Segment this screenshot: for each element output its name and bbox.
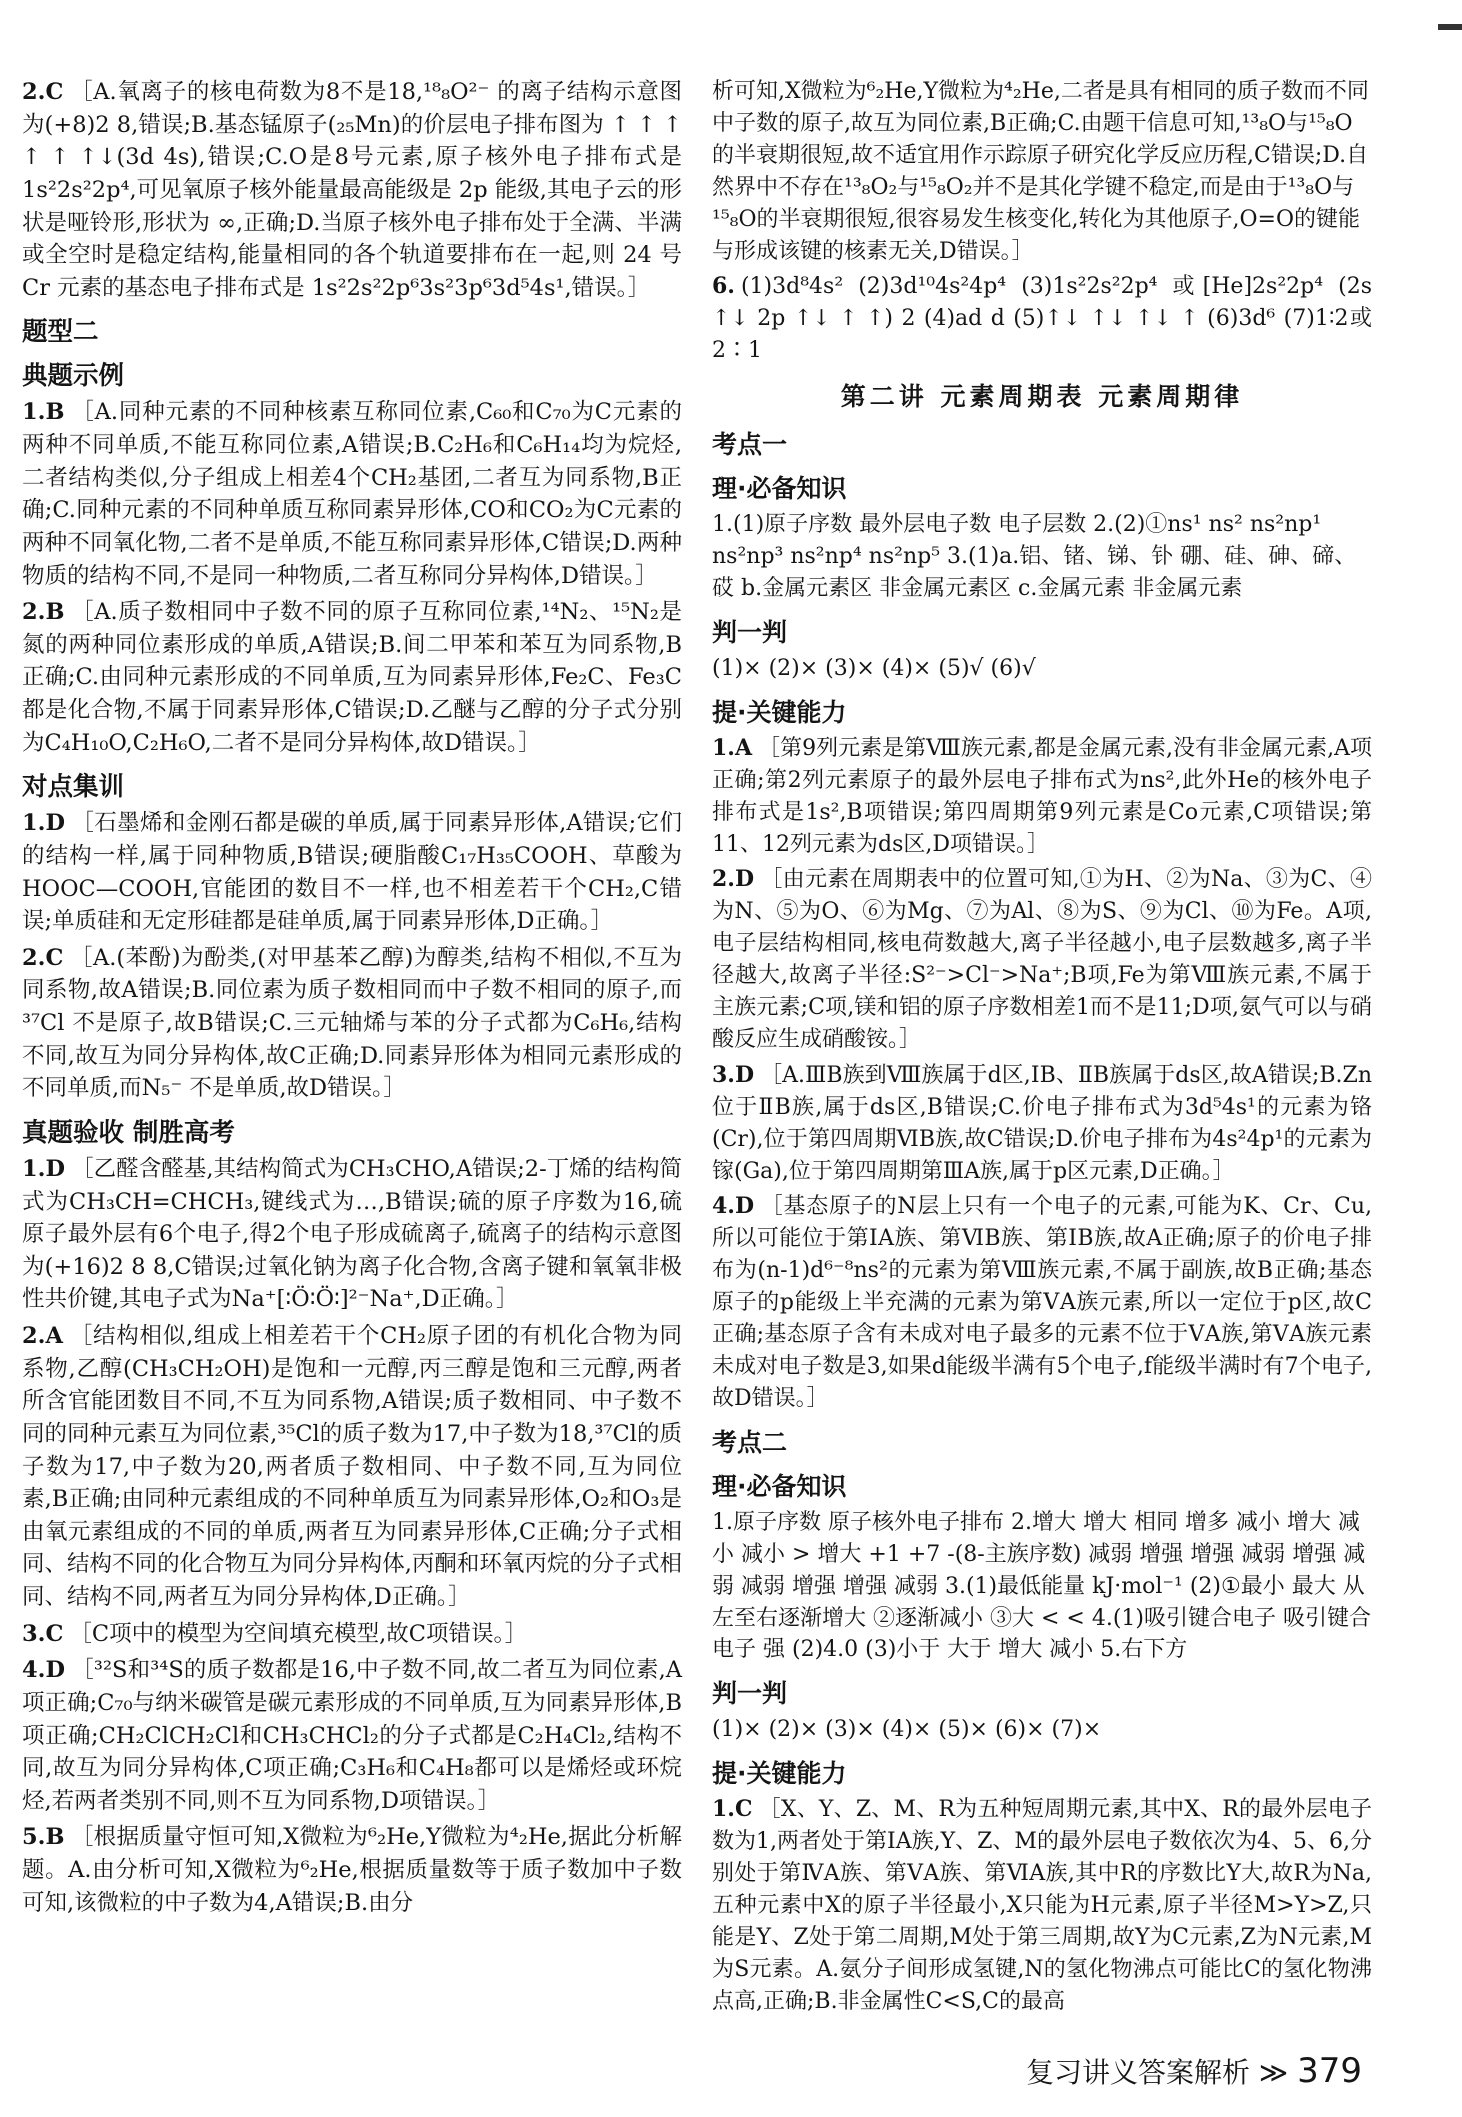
answer-explanation: ［基态原子的N层上只有一个电子的元素,可能为K、Cr、Cu,所以可能位于第ⅠA族、第ⅥB族、第ⅠB族,故A正确;原子的价电子排布为(n-1)d⁶⁻⁸ns²的元素为第Ⅷ族元素,不属于副族,故B正确;基态原子的p能级上半充满的元素为第ⅤA族元素,所以一定位于p区,故C正确;基态原子含有未成对电子最多的元素不位于ⅤA族,第ⅤA族元素未成对电子数是3,如果d能级半满有5个电子,f能级半满时有7个电子,故D错误。］ bbox=[712, 1194, 1372, 1411]
answer-number: 2.D bbox=[712, 866, 755, 893]
answer-number: 1.D bbox=[22, 1155, 66, 1182]
answer-number: 3.D bbox=[712, 1061, 755, 1088]
page-number: 379 bbox=[1297, 2051, 1362, 2091]
answer-item bbox=[712, 1191, 1372, 1414]
answer-number: 4.D bbox=[712, 1193, 755, 1220]
section-heading: 对点集训 bbox=[22, 772, 125, 803]
answer-explanation: ［C项中的模型为空间填充模型,故C项错误。］ bbox=[69, 1620, 528, 1647]
section-heading: 理·必备知识 bbox=[712, 1471, 847, 1501]
text-paragraph: 析可知,X微粒为⁶₂He,Y微粒为⁴₂He,二者是具有相同的质子数而不同中子数的原子,故互为同位素,B正确;C.由题干信息可知,¹³₈O与¹⁵₈O的半衰期很短,故不适宜用作示踪原子研究化学反应历程,C错误;D.自然界中不存在¹³₈O₂与¹⁵₈O₂并不是其化学键不稳定,而是由于¹³₈O与¹⁵₈O的半衰期很短,很容易发生核变化,转化为其他原子,O=O的键能与形成该键的核素无关,D错误。］ bbox=[712, 79, 1369, 264]
page-footer bbox=[1026, 2051, 1362, 2091]
answer-explanation: ［石墨烯和金刚石都是碳的单质,属于同素异形体,A错误;它们的结构一样,属于同种物质,B错误;硬脂酸C₁₇H₃₅COOH、草酸为HOOC—COOH,官能团的数目不一样,也不相差若干个CH₂,C错误;单质硅和无定形硅都是硅单质,属于同素异形体,D正确。］ bbox=[22, 810, 682, 935]
answer-item bbox=[22, 1153, 682, 1316]
answer-explanation: ［³²S和³⁴S的质子数都是16,中子数不同,故二者互为同位素,A项正确;C₇₀与纳米碳管是碳元素形成的不同单质,互为同素异形体,B项正确;CH₂ClCH₂Cl和CH₃CHCl₂的分子式都是C₂H₄Cl₂,结构不同,故互为同分异构体,C项正确;C₃H₆和C₄H₈都可以是烯烃或环烷烃,若两者类别不同,则不互为同系物,D项错误。］ bbox=[22, 1657, 682, 1814]
answer-number: 1.C bbox=[712, 1796, 753, 1823]
answer-number: 1.D bbox=[22, 810, 66, 837]
answer-explanation: ［X、Y、Z、M、R为五种短周期元素,其中X、R的最外层电子数为1,两者处于第ⅠA族,Y、Z、M的最外层电子数依次为4、5、6,分别处于第ⅣA族、第ⅤA族、第ⅥA族,其中R的序数比Y大,故R为Na,五种元素中X的原子半径最小,X只能为H元素,原子半径M>Y>Z,只能是Y、Z处于第二周期,M处于第三周期,故Y为C元素,Z为N元素,M为S元素。A.氨分子间形成氢键,N的氢化物沸点可能比C的氢化物沸点高,正确;B.非金属性C<S,C的最高 bbox=[712, 1797, 1372, 2014]
section-heading: 典题示例 bbox=[22, 361, 125, 392]
right-column bbox=[712, 76, 1372, 2022]
answer-item bbox=[22, 1618, 682, 1651]
answer-item bbox=[22, 596, 682, 759]
answer-item bbox=[22, 396, 682, 592]
section-heading: 题型二 bbox=[22, 317, 99, 348]
corner-mark bbox=[1438, 24, 1462, 30]
answer-number: 2.C bbox=[22, 944, 64, 971]
section-heading: 提·关键能力 bbox=[712, 1759, 847, 1789]
answer-number: 3.C bbox=[22, 1620, 64, 1647]
answer-item bbox=[22, 1821, 682, 1919]
answer-explanation: ［结构相似,组成上相差若干个CH₂原子团的有机化合物为同系物,乙醇(CH₃CH₂OH)是饱和一元醇,丙三醇是饱和三元醇,两者所含官能团数目不同,不互为同系物,A错误;质子数相同、中子数不同的同种元素互为同位素,³⁵Cl的质子数为17,中子数为18,³⁷Cl的质子数为17,中子数为20,两者质子数相同、中子数不同,互为同位素,B正确;由同种元素组成的不同种单质互为同素异形体,O₂和O₃是由氧元素组成的不同的单质,两者互为同素异形体,C正确;分子式相同、结构不同的化合物互为同分异构体,丙酮和环氧丙烷的分子式相同、结构不同,两者互为同分异构体,D正确。］ bbox=[22, 1323, 682, 1610]
section-heading: 考点二 bbox=[712, 1427, 788, 1457]
answer-item bbox=[22, 76, 682, 304]
answer-explanation: ［A.ⅢB族到Ⅷ族属于d区,ⅠB、ⅡB族属于ds区,故A错误;B.Zn位于ⅡB族,属于ds区,B错误;C.价电子排布式为3d⁵4s¹的元素为铬(Cr),位于第四周期ⅥB族,故C错误;D.价电子排布为4s²4p¹的元素为镓(Ga),位于第四周期第ⅢA族,属于p区元素,D正确。］ bbox=[712, 1062, 1372, 1184]
answer-number: 4.D bbox=[22, 1657, 66, 1684]
section-title: 第二讲 元素周期表 元素周期律 bbox=[840, 382, 1244, 412]
answer-number: 5.B bbox=[22, 1824, 65, 1851]
text-paragraph: 1.原子序数 原子核外电子排布 2.增大 增大 相同 增多 减小 增大 减小 减小 > 增大 +1 +7 -(8-主族序数) 减弱 增强 增强 减弱 增强 减弱 减弱 增强 增强 减弱 3.(1)最低能量 kJ·mol⁻¹ (2)①最小 最大 从左至右逐渐增大 ②逐渐减小 ③大 < < 4.(1)吸引键合电子 吸引键合电子 强 (2)4.0 (3)小于 大于 增大 减小 5.右下方 bbox=[712, 1509, 1371, 1663]
footer-label: 复习讲义答案解析 ≫ bbox=[1025, 2056, 1289, 2089]
answer-item bbox=[712, 1794, 1372, 2017]
section-heading: 判一判 bbox=[712, 1679, 788, 1709]
answer-item bbox=[712, 271, 1372, 367]
answer-explanation: ［第9列元素是第Ⅷ族元素,都是金属元素,没有非金属元素,A项正确;第2列元素原子的最外层电子排布式为ns²,此外He的核外电子排布式是1s²,B项错误;第四周期第9列元素是Co元素,C项错误;第11、12列元素为ds区,D项错误。］ bbox=[712, 735, 1372, 857]
answer-item bbox=[22, 1320, 682, 1614]
section-heading: 真题验收 制胜高考 bbox=[22, 1117, 235, 1148]
answer-number: 2.C bbox=[22, 79, 64, 105]
section-heading: 提·关键能力 bbox=[712, 697, 847, 727]
text-paragraph: (1)× (2)× (3)× (4)× (5)× (6)× (7)× bbox=[712, 1717, 1102, 1743]
answer-explanation: ［根据质量守恒可知,X微粒为⁶₂He,Y微粒为⁴₂He,据此分析解题。A.由分析可知,X微粒为⁶₂He,根据质量数等于质子数加中子数可知,该微粒的中子数为4,A错误;B.由分 bbox=[22, 1824, 682, 1916]
answer-item bbox=[22, 942, 682, 1105]
section-heading: 理·必备知识 bbox=[712, 474, 847, 504]
answer-explanation: ［A.质子数相同中子数不同的原子互称同位素,¹⁴N₂、¹⁵N₂是氮的两种同位素形成的单质,A错误;B.间二甲苯和苯互为同系物,B正确;C.由同种元素形成的不同单质,互为同素异形体,Fe₂C、Fe₃C都是化合物,不属于同素异形体,C错误;D.乙醚与乙醇的分子式分别为C₄H₁₀O,C₂H₆O,二者不是同分异构体,故D错误。］ bbox=[22, 599, 682, 756]
text-paragraph: 1.(1)原子序数 最外层电子数 电子层数 2.(2)①ns¹ ns² ns²np¹ ns²np³ ns²np⁴ ns²np⁵ 3.(1)a.铝、锗、锑、钋 硼、硅、砷、碲、砹 b.金属元素区 非金属元素区 c.金属元素 非金属元素 bbox=[712, 512, 1357, 601]
answer-item bbox=[712, 1060, 1372, 1188]
answer-explanation: ［A.同种元素的不同种核素互称同位素,C₆₀和C₇₀为C元素的两种不同单质,不能互称同位素,A错误;B.C₂H₆和C₆H₁₄均为烷烃,二者结构类似,分子组成上相差4个CH₂基团,二者互为同系物,B正确;C.同种元素的不同种单质互称同素异形体,CO和CO₂为C元素的两种不同氧化物,二者不是单质,不能互称同素异形体,C错误;D.两种物质的结构不同,不是同一种物质,二者互称同分异构体,D错误。］ bbox=[22, 399, 682, 589]
text-paragraph: (1)× (2)× (3)× (4)× (5)√ (6)√ bbox=[712, 655, 1036, 681]
answer-number: 2.A bbox=[22, 1323, 63, 1349]
left-column bbox=[22, 76, 682, 1923]
answer-item bbox=[22, 1654, 682, 1817]
section-heading: 判一判 bbox=[712, 617, 788, 647]
section-heading: 考点一 bbox=[712, 430, 788, 460]
answer-number: 1.B bbox=[22, 399, 65, 426]
answer-explanation: ［A.氧离子的核电荷数为8不是18,¹⁸₈O²⁻ 的离子结构示意图为(+8)2 8,错误;B.基态锰原子(₂₅Mn)的价层电子排布图为 ↑ ↑ ↑ ↑ ↑ ↑↓(3d 4s),错误;C.O是8号元素,原子核外电子排布式是 1s²2s²2p⁴,可见氧原子核外能量最高能级是 2p 能级,其电子云的形状是哑铃形,形状为 ∞,正确;D.当原子核外电子排布处于全满、半满或全空时是稳定结构,能量相同的各个轨道要排布在一起,则 24 号 Cr 元素的基态电子排布式是 1s²2s²2p⁶3s²3p⁶3d⁵4s¹,错误。］ bbox=[22, 79, 682, 301]
answer-item bbox=[712, 864, 1372, 1055]
answer-explanation: ［由元素在周期表中的位置可知,①为H、②为Na、③为C、④为N、⑤为O、⑥为Mg、⑦为Al、⑧为S、⑨为Cl、⑩为Fe。A项,电子层结构相同,核电荷数越大,离子半径越小,电子层数越多,离子半径越大,故离子半径:S²⁻>Cl⁻>Na⁺;B项,Fe为第Ⅷ族元素,不属于主族元素;C项,镁和铝的原子序数相差1而不是11;D项,氨气可以与硝酸反应生成硝酸铵。］ bbox=[712, 867, 1372, 1052]
answer-explanation: (1)3d⁸4s² (2)3d¹⁰4s²4p⁴ (3)1s²2s²2p⁴ 或[He]2s²2p⁴ (2s ↑↓ 2p ↑↓ ↑ ↑) 2 (4)ad d (5)↑↓ ↑↓ ↑↓ ↑ (6)3d⁶ (7)1∶2或2∶1 bbox=[712, 274, 1372, 364]
answer-explanation: ［乙醛含醛基,其结构简式为CH₃CHO,A错误;2-丁烯的结构简式为CH₃CH=CHCH₃,键线式为…,B错误;硫的原子序数为16,硫原子最外层有6个电子,得2个电子形成硫离子,硫离子的结构示意图为(+16)2 8 8,C错误;过氧化钠为离子化合物,含离子键和氧氧非极性共价键,其电子式为Na⁺[∶Ö∶Ö∶]²⁻Na⁺,D正确。］ bbox=[22, 1155, 682, 1313]
answer-item bbox=[712, 733, 1372, 861]
answer-number: 1.A bbox=[712, 734, 753, 761]
answer-explanation: ［A.(苯酚)为酚类,(对甲基苯乙醇)为醇类,结构不相似,不互为同系物,故A错误;B.同位素为质子数相同而中子数不相同的原子,而³⁷Cl 不是原子,故B错误;C.三元轴烯与苯的分子式都为C₆H₆,结构不同,故互为同分异构体,故C正确;D.同素异形体为相同元素形成的不同单质,而N₅⁻ 不是单质,故D错误。］ bbox=[22, 944, 682, 1102]
answer-item bbox=[22, 807, 682, 938]
answer-number: 6. bbox=[712, 273, 735, 300]
answer-number: 2.B bbox=[22, 599, 65, 626]
